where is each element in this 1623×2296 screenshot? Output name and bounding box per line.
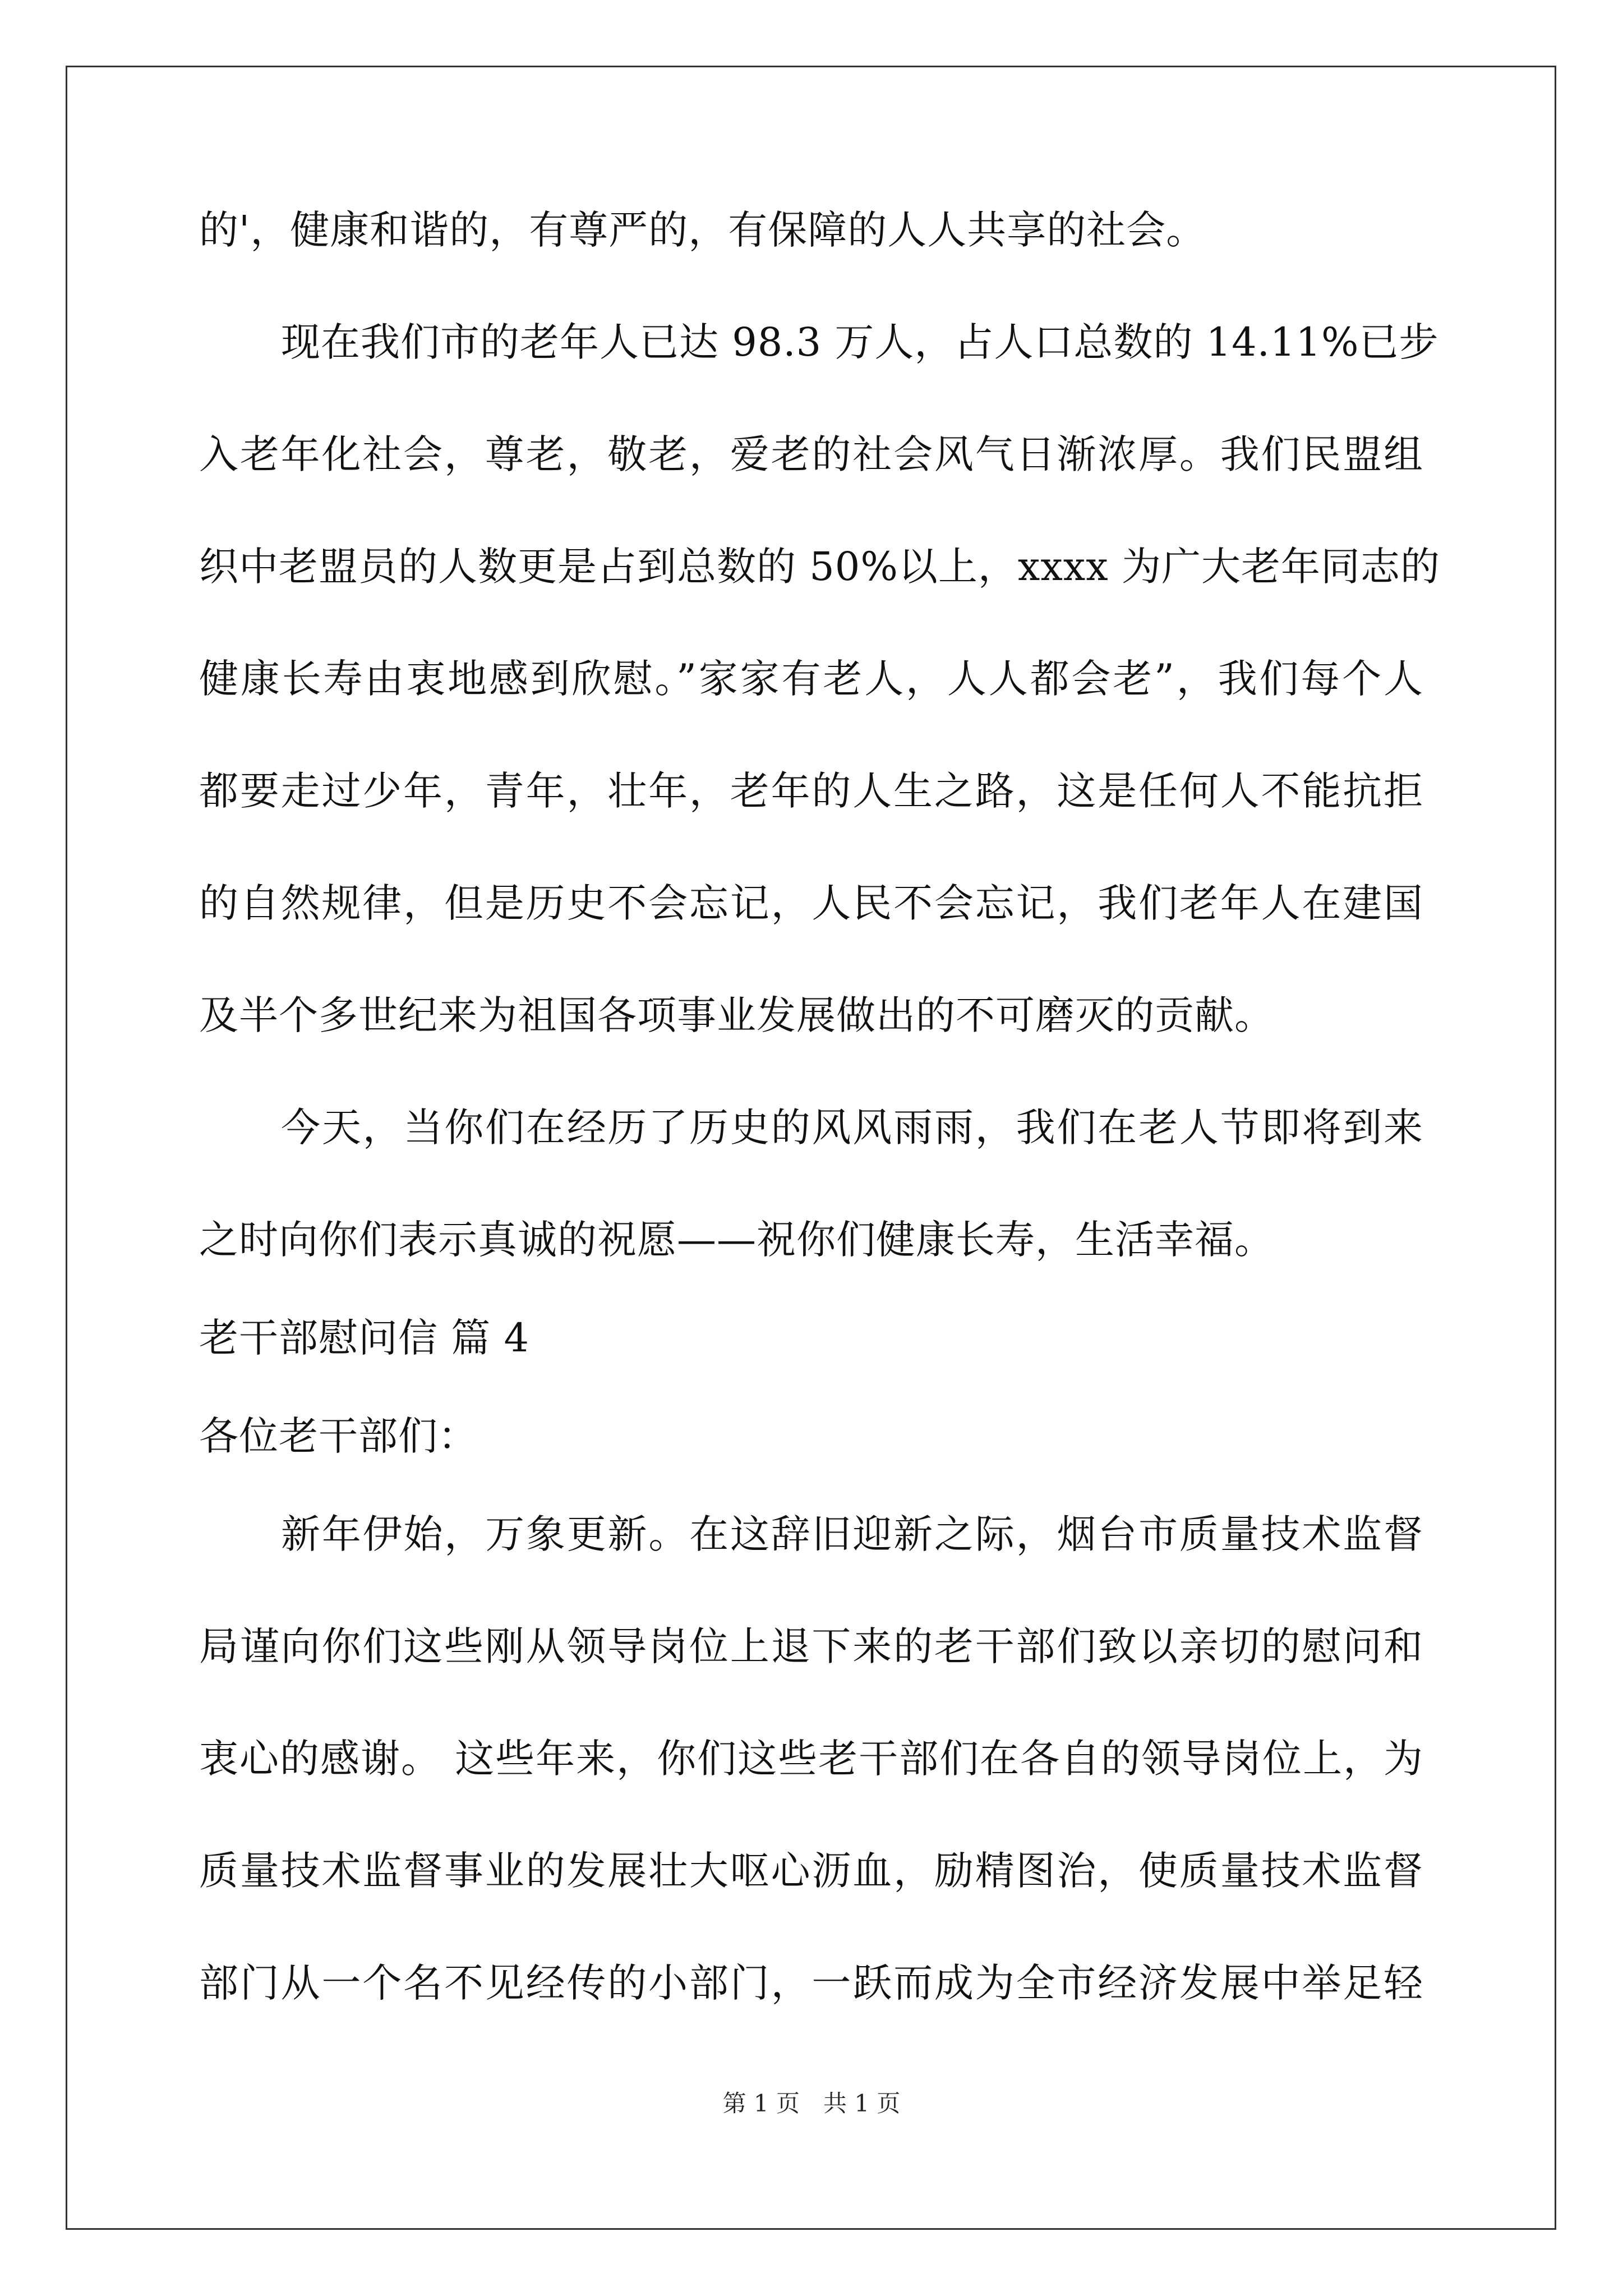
text-line: 入老年化社会，尊老，敬老，爱老的社会风气日渐浓厚。我们民盟组	[199, 431, 1423, 477]
section-heading: 老干部慰问信 篇 4	[199, 1315, 530, 1361]
page-footer: 第 1 页 共 1 页	[722, 2090, 901, 2117]
text-line: 部门从一个名不见经传的小部门，一跃而成为全市经济发展中举足轻	[199, 1960, 1423, 2006]
text-line: 的自然规律，但是历史不会忘记，人民不会忘记，我们老年人在建国	[199, 880, 1423, 926]
text-line: 衷心的感谢。 这些年来，你们这些老干部们在各自的领导岗位上，为	[199, 1736, 1423, 1782]
text-line: 都要走过少年，青年，壮年，老年的人生之路，这是任何人不能抗拒	[199, 768, 1423, 814]
text-line: 质量技术监督事业的发展壮大呕心沥血，励精图治，使质量技术监督	[199, 1848, 1423, 1894]
paragraph-start-line: 现在我们市的老年人已达 98.3 万人，占人口总数的 14.11%已步	[281, 319, 1439, 365]
text-line: 之时向你们表示真诚的祝愿——祝你们健康长寿，生活幸福。	[199, 1217, 1274, 1263]
paragraph-start-line: 今天，当你们在经历了历史的风风雨雨，我们在老人节即将到来	[281, 1105, 1423, 1151]
text-line: 局谨向你们这些刚从领导岗位上退下来的老干部们致以亲切的慰问和	[199, 1623, 1423, 1669]
text-line: 织中老盟员的人数更是占到总数的 50%以上，xxxx 为广大老年同志的	[199, 544, 1440, 590]
paragraph-start-line: 新年伊始，万象更新。在这辞旧迎新之际，烟台市质量技术监督	[281, 1511, 1423, 1557]
salutation: 各位老干部们：	[199, 1413, 478, 1459]
text-line: 的'，健康和谐的，有尊严的，有保障的人人共享的社会。	[199, 207, 1206, 253]
text-line: 及半个多世纪来为祖国各项事业发展做出的不可磨灭的贡献。	[199, 992, 1274, 1038]
text-line: 健康长寿由衷地感到欣慰。”家家有老人，人人都会老”，我们每个人	[199, 656, 1423, 702]
